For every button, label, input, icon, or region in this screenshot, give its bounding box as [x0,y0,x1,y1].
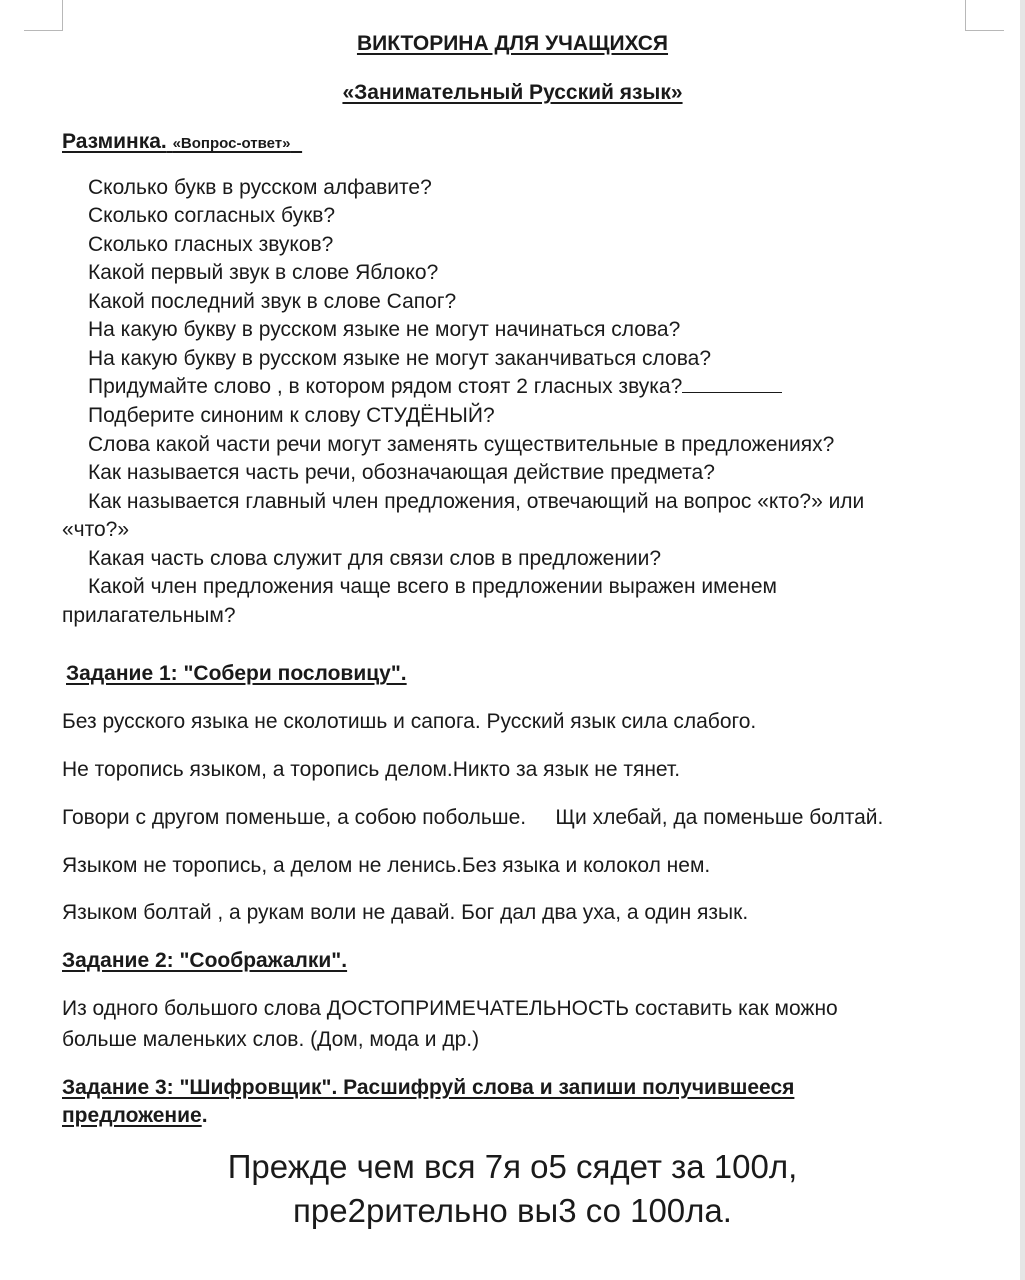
warmup-question-continuation: «что?» [62,518,130,541]
task2-text: больше маленьких слов. (Дом, мода и др.) [62,1028,480,1051]
page-corner-mark-left [24,0,63,31]
warmup-question-continuation: прилагательным? [62,604,236,627]
warmup-heading-label: Разминка. [62,130,167,153]
task1-heading: Задание 1: "Собери пословицу". [66,662,407,685]
warmup-question: Слова какой части речи могут заменять существительные в предложениях? [88,433,835,456]
warmup-question: Как называется часть речи, обозначающая действие предмета? [88,461,715,484]
warmup-question-with-blank [88,373,782,401]
document-subtitle: «Занимательный Русский язык» [342,81,683,104]
task2-heading: Задание 2: "Соображалки". [62,949,348,972]
proverb-line: Не торопись языком, а торопись делом.Никто за язык не тянет. [62,758,681,781]
warmup-question: Придумайте слово , в котором рядом стоят 2 гласных звука? [88,375,683,398]
warmup-question: Какая часть слова служит для связи слов в предложении? [88,547,662,570]
warmup-question: Сколько букв в русском алфавите? [88,176,432,199]
task3-heading: Задание 3: "Шифровщик". Расшифруй слова и запиши получившееся [62,1076,795,1099]
proverb-line: Говори с другом поменьше, а собою побольше. Щи хлебай, да поменьше болтай. [62,806,884,829]
warmup-question: На какую букву в русском языке не могут начинаться слова? [88,318,681,341]
task2-text: Из одного большого слова ДОСТОПРИМЕЧАТЕЛЬНОСТЬ составить как можно [62,997,838,1020]
proverb-line: Без русского языка не сколотишь и сапога. Русский язык сила слабого. [62,710,757,733]
warmup-question: Какой последний звук в слове Сапог? [88,290,457,313]
answer-blank-line [682,376,782,393]
task3-heading-continuation [62,1102,208,1130]
warmup-question: Сколько гласных звуков? [88,233,334,256]
warmup-question: Какой член предложения чаще всего в предложении выражен именем [88,575,777,598]
document-title: ВИКТОРИНА ДЛЯ УЧАЩИХСЯ [356,32,669,55]
warmup-heading-note: «Вопрос-ответ» [172,135,291,152]
page-edge [1020,0,1025,1280]
cipher-puzzle-line: Прежде чем вся 7я о5 сядет за 100л, [227,1148,798,1185]
warmup-question: Какой первый звук в слове Яблоко? [88,261,439,284]
warmup-heading [62,128,302,158]
warmup-question: Подберите синоним к слову СТУДЁНЫЙ? [88,404,495,427]
task3-heading-period: . [201,1104,208,1127]
task3-heading-word: предложение [62,1104,202,1127]
proverb-line: Языком болтай , а рукам воли не давай. Бог дал два уха, а один язык. [62,901,749,924]
warmup-question: Как называется главный член предложения, отвечающий на вопрос «кто?» или [88,490,865,513]
warmup-question: Сколько согласных букв? [88,204,336,227]
cipher-puzzle-line: пре2рительно вы3 со 100ла. [293,1192,732,1229]
page-corner-mark-right [965,0,1004,31]
warmup-question: На какую букву в русском языке не могут заканчиваться слова? [88,347,711,370]
proverb-line: Языком не торопись, а делом не ленись.Без языка и колокол нем. [62,854,711,877]
